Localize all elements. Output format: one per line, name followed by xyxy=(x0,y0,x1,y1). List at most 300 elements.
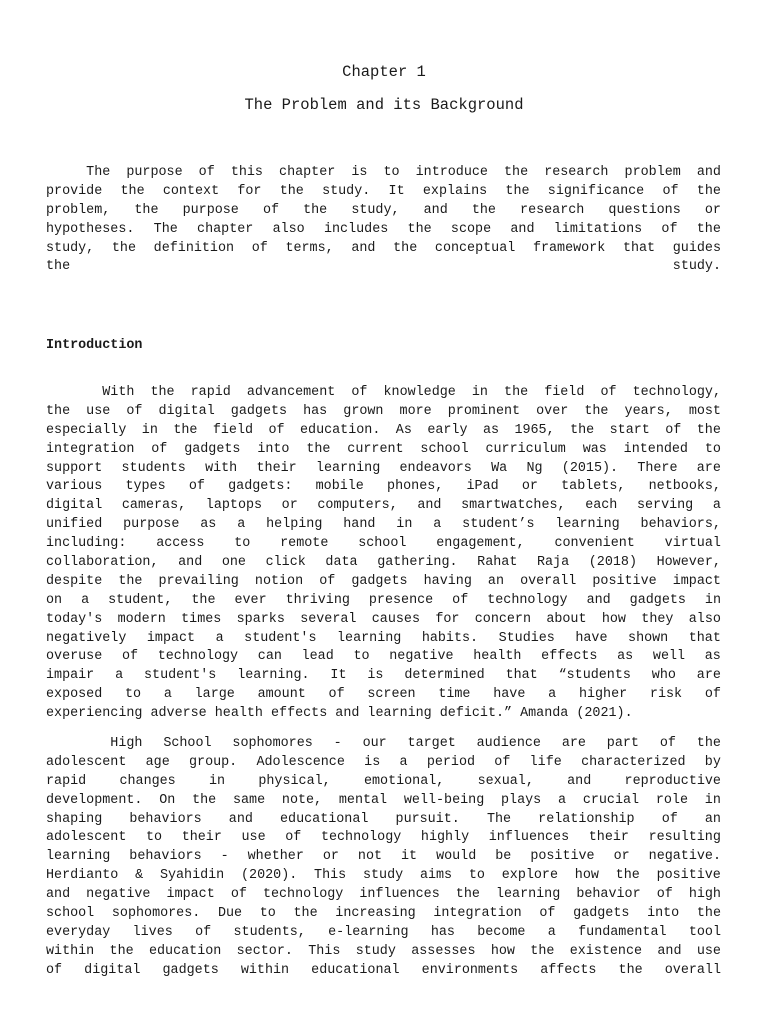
word: it xyxy=(401,849,418,865)
word: modern xyxy=(117,611,166,627)
paragraph-line xyxy=(46,867,721,886)
paragraph-line xyxy=(46,667,721,686)
word: has xyxy=(430,924,455,940)
word: conceptual xyxy=(434,240,516,256)
word: and xyxy=(417,498,442,514)
word: purpose xyxy=(123,517,180,533)
word: the xyxy=(109,943,134,959)
word: This xyxy=(308,943,341,959)
word: educational xyxy=(280,811,369,827)
paragraph-line xyxy=(46,811,721,830)
word: negatively xyxy=(46,630,127,646)
word: gadgets xyxy=(351,573,408,589)
word: data xyxy=(325,555,358,571)
word: gathering. xyxy=(377,555,458,571)
word: large xyxy=(194,687,235,703)
word: of xyxy=(198,165,215,180)
word: of xyxy=(285,830,302,846)
word: the xyxy=(407,221,432,237)
word: various xyxy=(46,479,103,495)
word: characterized xyxy=(581,754,686,770)
word: several xyxy=(300,611,357,627)
word: they xyxy=(641,611,674,627)
paragraph-line xyxy=(46,441,721,460)
word: is xyxy=(351,165,368,180)
word: in xyxy=(396,517,413,533)
word: mobile xyxy=(315,479,364,495)
word: fundamental xyxy=(578,924,667,940)
word: High xyxy=(46,736,143,751)
word: click xyxy=(265,555,306,571)
word: into xyxy=(257,441,290,457)
word: would xyxy=(436,849,477,865)
paragraph-line xyxy=(46,497,721,516)
word: environments xyxy=(421,962,519,978)
word: definition xyxy=(153,240,235,256)
word: sophomores xyxy=(232,736,313,751)
word: use xyxy=(696,943,721,959)
word: the xyxy=(696,736,721,751)
chapter-title: The Problem and its Background xyxy=(244,96,524,114)
word: types xyxy=(125,479,166,495)
word: has xyxy=(303,403,328,419)
word: the xyxy=(455,887,480,903)
word: that xyxy=(688,630,721,646)
word: learning xyxy=(337,630,402,646)
word: the xyxy=(120,183,145,199)
word: 1965, xyxy=(514,422,555,438)
word: of xyxy=(704,687,721,703)
word: (2018) xyxy=(588,555,637,571)
word: serving xyxy=(636,498,694,514)
word: determined xyxy=(404,668,485,684)
paragraph-line xyxy=(46,554,721,573)
word: in xyxy=(704,792,721,808)
word: includes xyxy=(323,221,389,237)
word: computers, xyxy=(317,498,398,514)
word: study. xyxy=(672,259,721,275)
word: the xyxy=(150,385,175,400)
word: rapid xyxy=(46,773,87,789)
word: explains xyxy=(422,183,488,199)
word: Adolescence xyxy=(256,754,345,770)
word: On xyxy=(159,792,176,808)
word: as xyxy=(482,422,500,438)
word: scope xyxy=(450,221,492,237)
word: behaviors xyxy=(129,811,202,827)
word: especially xyxy=(46,422,127,438)
word: of xyxy=(151,441,168,457)
paragraph-line xyxy=(46,384,721,403)
word: pursuit. xyxy=(395,811,460,827)
word: plays xyxy=(501,792,542,808)
word: or xyxy=(281,498,298,514)
word: and xyxy=(586,592,611,608)
word: period xyxy=(426,754,476,770)
word: or xyxy=(521,479,538,495)
word: of xyxy=(121,649,139,665)
word: the xyxy=(505,183,530,199)
word: use xyxy=(241,830,266,846)
word: curriculum xyxy=(485,441,566,457)
paragraph-line xyxy=(46,403,721,422)
word: - xyxy=(333,736,342,751)
word: how xyxy=(574,868,599,884)
paragraph-line xyxy=(46,630,721,649)
word: problem, xyxy=(46,202,111,218)
paragraph-line xyxy=(46,962,721,981)
word: gadgets xyxy=(573,906,630,922)
word: netbooks, xyxy=(648,479,721,495)
word: and xyxy=(46,887,71,903)
word: The xyxy=(46,165,111,180)
word: sparks xyxy=(236,611,285,627)
word: prominent xyxy=(447,403,521,419)
word: screen xyxy=(367,687,416,703)
word: each xyxy=(585,498,618,514)
word: existence xyxy=(569,943,643,959)
word: cameras, xyxy=(121,498,187,514)
word: audience xyxy=(476,736,541,751)
word: effects xyxy=(541,649,598,665)
word: research xyxy=(520,202,585,218)
word: the xyxy=(46,259,71,275)
word: times xyxy=(181,611,222,627)
word: impact xyxy=(672,573,721,589)
word: - xyxy=(220,849,229,865)
word: of xyxy=(539,906,556,922)
word: or xyxy=(704,202,721,218)
word: the xyxy=(570,422,595,438)
paragraph-line xyxy=(46,460,721,479)
word: helping xyxy=(266,517,323,533)
word: unified xyxy=(46,517,103,533)
word: digital xyxy=(84,962,141,978)
word: a xyxy=(547,924,556,940)
word: of xyxy=(600,385,617,400)
paragraph-line xyxy=(46,886,721,905)
word: physical, xyxy=(258,773,331,789)
word: a xyxy=(81,592,90,608)
word: over xyxy=(536,403,569,419)
paragraph-line xyxy=(46,924,721,943)
word: having xyxy=(423,573,472,589)
word: overall xyxy=(520,573,577,589)
word: in xyxy=(704,592,721,608)
word: within xyxy=(46,943,95,959)
word: chapter xyxy=(197,221,254,237)
word: as xyxy=(704,649,721,665)
word: of xyxy=(195,924,212,940)
word: and xyxy=(696,165,721,180)
word: most xyxy=(688,403,721,419)
word: emotional, xyxy=(363,773,445,789)
word: collaboration, xyxy=(46,555,159,571)
word: “students xyxy=(558,668,631,684)
word: grown xyxy=(343,403,384,419)
word: (2015). xyxy=(561,460,619,476)
word: also xyxy=(688,611,721,627)
word: increasing xyxy=(335,906,416,922)
word: However, xyxy=(656,555,721,571)
word: and xyxy=(228,811,253,827)
word: hand xyxy=(343,517,376,533)
word: knowledge xyxy=(383,385,456,400)
word: relationship xyxy=(538,811,635,827)
word: note, xyxy=(281,792,323,808)
word: in xyxy=(141,422,158,438)
word: life xyxy=(529,754,562,770)
word: mental xyxy=(338,792,388,808)
word: adolescent xyxy=(46,754,127,770)
word: the xyxy=(293,906,318,922)
word: student, xyxy=(108,592,173,608)
word: assesses xyxy=(411,943,476,959)
word: problem xyxy=(624,165,681,180)
word: student's xyxy=(244,630,317,646)
word: guides xyxy=(672,240,721,256)
word: remote xyxy=(280,536,329,552)
word: sector. xyxy=(236,943,293,959)
word: in xyxy=(209,773,226,789)
paragraph-line xyxy=(46,611,721,630)
word: on xyxy=(46,592,63,608)
word: risk xyxy=(649,687,683,703)
word: group. xyxy=(189,754,238,770)
word: advancement xyxy=(246,385,336,400)
word: to xyxy=(125,687,142,703)
word: study, xyxy=(351,202,400,218)
word: ever xyxy=(234,592,267,608)
word: and xyxy=(351,240,376,256)
word: lives xyxy=(132,924,173,940)
word: questions xyxy=(608,202,681,218)
word: integration xyxy=(433,906,522,922)
word: well xyxy=(652,649,686,665)
word: purpose xyxy=(182,202,239,218)
paragraph-line xyxy=(46,792,721,811)
word: of xyxy=(268,422,285,438)
word: of xyxy=(656,887,673,903)
paragraph-line xyxy=(46,905,721,924)
word: technology xyxy=(320,830,402,846)
word: the xyxy=(584,403,609,419)
paragraph-line xyxy=(46,258,721,277)
word: As xyxy=(395,422,412,438)
word: have xyxy=(493,687,526,703)
word: our xyxy=(362,736,387,751)
word: education xyxy=(148,943,222,959)
word: notion xyxy=(254,573,304,589)
word: are xyxy=(561,736,586,751)
word: the xyxy=(279,183,304,199)
word: a xyxy=(433,517,442,533)
word: influences xyxy=(488,830,570,846)
word: one xyxy=(221,555,246,571)
word: impair xyxy=(46,668,95,684)
word: or xyxy=(613,849,630,865)
word: crucial xyxy=(582,792,640,808)
word: of xyxy=(230,887,247,903)
paragraph-line xyxy=(46,183,721,202)
word: negative xyxy=(86,887,151,903)
word: e-learning xyxy=(328,924,409,940)
word: a xyxy=(215,630,224,646)
word: learning xyxy=(555,517,620,533)
word: terms, xyxy=(285,240,334,256)
word: significance xyxy=(547,183,645,199)
word: a xyxy=(237,517,246,533)
word: Due xyxy=(217,906,243,922)
word: start xyxy=(609,422,650,438)
word: current xyxy=(347,441,404,457)
word: how xyxy=(490,943,515,959)
word: The xyxy=(486,811,512,827)
word: iPad xyxy=(466,479,499,495)
word: the xyxy=(393,240,418,256)
word: resulting xyxy=(648,830,721,846)
word: of xyxy=(452,592,469,608)
word: Ng xyxy=(526,460,543,476)
word: to xyxy=(234,536,251,552)
word: sophomores. xyxy=(111,906,201,922)
word: despite xyxy=(46,573,103,589)
word: habits. xyxy=(421,630,479,646)
word: access xyxy=(156,536,205,552)
word: the xyxy=(303,202,328,218)
word: influences xyxy=(359,887,440,903)
word: provide xyxy=(46,183,103,199)
word: same xyxy=(232,792,266,808)
word: who xyxy=(651,668,676,684)
word: study. xyxy=(322,183,371,199)
word: education. xyxy=(300,422,381,438)
word: of xyxy=(328,687,345,703)
word: digital xyxy=(158,403,215,419)
word: causes xyxy=(371,611,420,627)
word: the xyxy=(191,592,216,608)
word: shown xyxy=(628,630,669,646)
word: support xyxy=(46,460,103,476)
word: of xyxy=(662,183,679,199)
word: of xyxy=(46,962,63,978)
word: is xyxy=(367,668,384,684)
word: negative. xyxy=(648,849,721,865)
word: prevailing xyxy=(158,573,239,589)
word: learning xyxy=(46,849,111,865)
word: their xyxy=(256,460,297,476)
word: today's xyxy=(46,611,103,627)
word: intended xyxy=(623,441,688,457)
word: health xyxy=(473,649,522,665)
paragraph-line xyxy=(46,686,721,705)
paragraph-line xyxy=(46,516,721,535)
word: explore xyxy=(501,868,558,884)
word: of xyxy=(126,403,143,419)
word: that xyxy=(505,668,538,684)
word: behavior xyxy=(576,887,641,903)
word: Raja xyxy=(536,555,570,571)
word: smartwatches, xyxy=(461,498,566,514)
word: and xyxy=(510,221,535,237)
word: tool xyxy=(688,924,721,940)
word: of xyxy=(494,754,511,770)
word: part xyxy=(606,736,639,751)
paragraph-line xyxy=(46,848,721,867)
word: within xyxy=(240,962,290,978)
word: & xyxy=(135,868,144,884)
word: to xyxy=(353,649,370,665)
word: development. xyxy=(46,792,143,808)
word: and xyxy=(657,943,682,959)
word: gadgets xyxy=(230,403,288,419)
word: adolescent xyxy=(46,830,127,846)
word: become xyxy=(477,924,526,940)
word: digital xyxy=(46,498,103,514)
word: study xyxy=(362,868,404,884)
word: It xyxy=(388,183,405,199)
word: students, xyxy=(233,924,306,940)
paragraph-line xyxy=(46,573,721,592)
word: of xyxy=(665,422,682,438)
word: not xyxy=(357,849,383,865)
word: and xyxy=(567,773,592,789)
word: whether xyxy=(247,849,304,865)
word: impact xyxy=(166,887,215,903)
word: changes xyxy=(119,773,176,789)
word: was xyxy=(582,441,607,457)
paragraph-line xyxy=(46,478,721,497)
paragraph-line xyxy=(46,754,721,773)
word: endeavors xyxy=(399,460,472,476)
word: technology xyxy=(262,887,344,903)
word: thriving xyxy=(285,592,350,608)
word: study, xyxy=(46,240,95,256)
word: the xyxy=(504,385,529,400)
word: overuse xyxy=(46,649,103,665)
word: that xyxy=(622,240,656,256)
word: hypotheses. xyxy=(46,221,135,237)
word: higher xyxy=(578,687,628,703)
word: years, xyxy=(624,403,673,419)
word: field xyxy=(544,385,585,400)
word: student’s xyxy=(462,517,535,533)
word: overall xyxy=(664,962,721,978)
word: high xyxy=(688,887,721,903)
paragraph-line xyxy=(46,592,721,611)
introduction-paragraph-1 xyxy=(46,384,721,724)
word: integration xyxy=(46,441,135,457)
word: are xyxy=(696,668,721,684)
purpose-paragraph xyxy=(46,164,721,277)
word: positive xyxy=(530,849,595,865)
word: affects xyxy=(540,962,597,978)
word: can xyxy=(257,649,282,665)
word: the xyxy=(118,573,143,589)
word: It xyxy=(330,668,347,684)
word: (2020). xyxy=(241,868,298,884)
word: the xyxy=(46,403,71,419)
word: chapter xyxy=(279,165,336,180)
word: sexual, xyxy=(477,773,534,789)
word: of xyxy=(659,736,676,751)
word: positive xyxy=(592,573,657,589)
chapter-label: Chapter 1 xyxy=(342,63,426,81)
word: limitations xyxy=(553,221,643,237)
paragraph-line xyxy=(46,221,721,240)
word: an xyxy=(487,573,504,589)
word: as xyxy=(617,649,634,665)
